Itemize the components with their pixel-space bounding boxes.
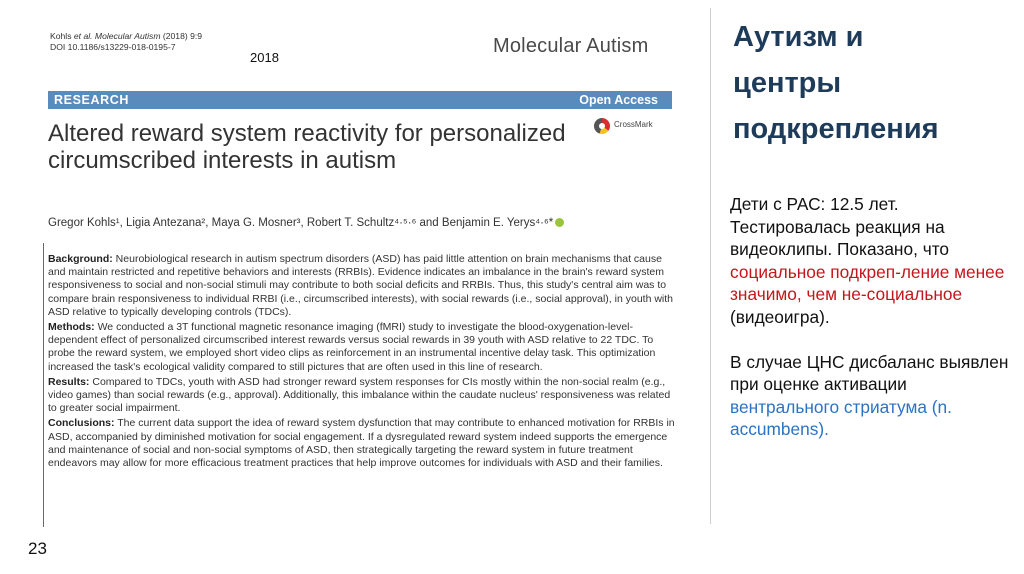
orcid-icon (555, 218, 564, 227)
citation-issue: (2018) 9:9 (160, 31, 203, 41)
p1-highlight-red: социальное подкреп-ление менее значимо, чем не-социальное (730, 261, 1005, 305)
citation (50, 31, 202, 53)
divider (710, 8, 711, 524)
abstract-methods (48, 321, 680, 374)
paragraph-spacer (730, 329, 1020, 351)
title-line-3: подкрепления (733, 113, 939, 145)
slide-body (730, 193, 1020, 441)
paragraph-1 (730, 193, 1020, 329)
title-line-2: центры (733, 67, 842, 99)
year-label: 2018 (250, 50, 279, 65)
results-text: Compared to TDCs, youth with ASD had stronger reward system responses for CIs mostly within the non-social realm (e.g., video games) than social rewards (e.g., approval). Additionally, this imbalance within the caudate nucleus' responsiveness was related to greater social impairment. (48, 375, 671, 415)
abstract-background (48, 253, 680, 319)
abstract-results (48, 376, 680, 416)
abstract (48, 253, 680, 472)
background-text: Neurobiological research in autism spectrum disorders (ASD) has paid little attention on brain mechanisms that cause and maintain restricted and repetitive behaviors and interests (RRBIs). Evidence indicates an imbalance in the brain's reward system responsiveness to social and non-social stimuli may contribute to both social deficits and RRBIs. Thus, this study's central aim was to compare brain responsiveness to individual RRBI (i.e., circumscribed interests), with social rewards (i.e., social approval), in youth with ASD relative to typically developing controls (TDCs). (48, 253, 674, 318)
page-number: 23 (28, 539, 47, 558)
paper-title: Altered reward system reactivity for personalized circumscribed interests in autism (48, 120, 566, 174)
p1-text-end: (видеоигра). (730, 306, 830, 327)
slide-title (733, 14, 1013, 152)
paper-authors (48, 217, 564, 229)
methods-text: We conducted a 3T functional magnetic resonance imaging (fMRI) study to investigate the blood-oxygenation-level-dependent effect of personalized circumscribed interest rewards versus social rewards in 39 youth with ASD relative to 22 TDC. To probe the reward system, we employed short video clips as reinforcement in an instrumental incentive delay task. This optimization increased the task's ecological validity compared to still pictures that are often used in this line of research. (48, 321, 656, 373)
abstract-conclusions (48, 417, 680, 470)
conclusions-label: Conclusions: (48, 417, 115, 430)
p2-highlight-blue: вентрального стриатума (n. accumbens). (730, 396, 952, 440)
citation-journal: et al. Molecular Autism (73, 31, 161, 41)
background-label: Background: (48, 253, 113, 265)
paragraph-2 (730, 351, 1020, 441)
open-access-label: Open Access (579, 93, 658, 107)
conclusions-text: The current data support the idea of reward system dysfunction that may contribute to enhanced motivation for RRBIs in ASD, accompanied by diminished motivation for social engagement. If a dysregulated reward system indeed supports the emergence and maintenance of social and non-social symptoms of ASD, then strategically targeting the reward system in future treatment endeavors may allow for more efficacious treatment practices that help improve outcomes for individuals with ASD and their families. (48, 417, 675, 470)
p1-text: Дети с РАС: 12.5 лет. Тестировалась реакция на видеоклипы. Показано, что (730, 194, 950, 260)
authors-text: Gregor Kohls¹, Ligia Antezana², Maya G. Mosner³, Robert T. Schultz⁴·⁵·⁶ and Benjamin E. Yerys⁴·⁶* (48, 217, 554, 229)
methods-label: Methods: (48, 321, 95, 334)
journal-name: Molecular Autism (493, 35, 649, 57)
doi: DOI 10.1186/s13229-018-0195-7 (50, 42, 176, 52)
section-label: RESEARCH (54, 93, 129, 107)
crossmark-label: CrossMark (614, 120, 653, 129)
citation-authors: Kohls (50, 31, 74, 41)
results-label: Results: (48, 375, 90, 388)
p2-text: В случае ЦНС дисбаланс выявлен при оценке активации (730, 351, 1009, 395)
abstract-rule (43, 243, 44, 527)
title-line-1: Аутизм и (733, 21, 864, 53)
section-bar (48, 91, 672, 109)
